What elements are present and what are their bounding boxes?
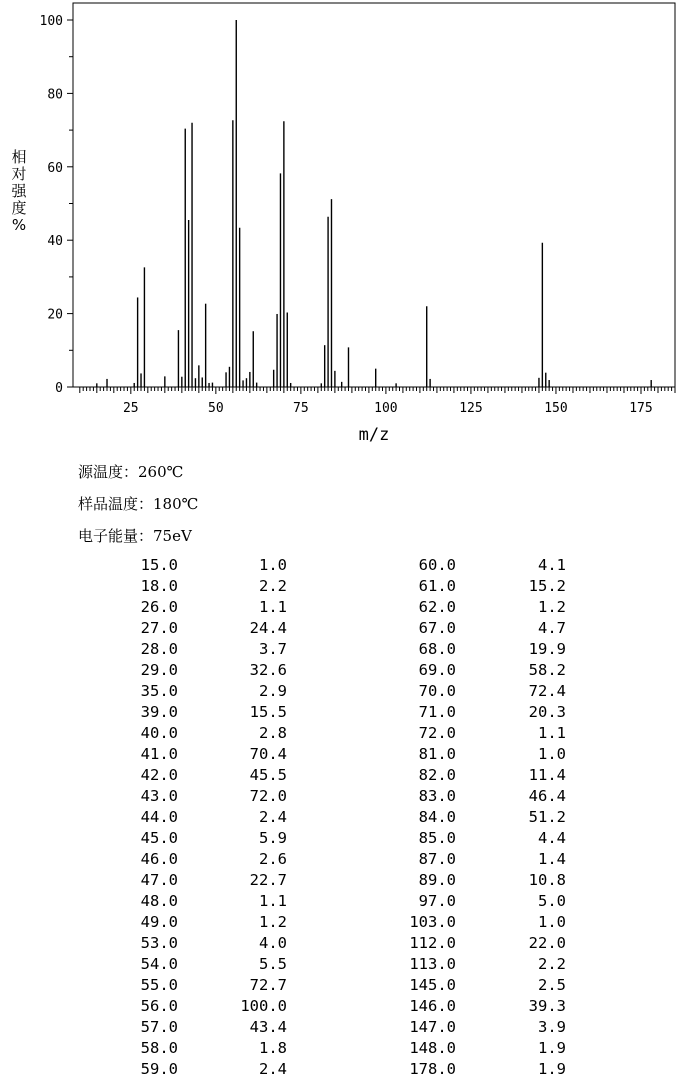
peak-intensity-value: 1.1 — [538, 724, 566, 742]
table-row — [0, 723, 680, 744]
peak-mz-value: 48.0 — [140, 892, 178, 910]
peak-intensity-value: 1.4 — [538, 850, 566, 868]
peak-intensity-value: 2.8 — [259, 724, 287, 742]
peak-mz-value: 55.0 — [140, 976, 178, 994]
peak-intensity-value: 43.4 — [249, 1018, 287, 1036]
y-tick-label: 80 — [47, 87, 63, 103]
peak-intensity-value: 15.5 — [249, 703, 287, 721]
peak-mz-value: 103.0 — [409, 913, 456, 931]
peak-intensity-value: 24.4 — [249, 619, 287, 637]
peak-mz-value: 57.0 — [140, 1018, 178, 1036]
peak-mz-value: 62.0 — [418, 598, 456, 616]
peak-mz-value: 39.0 — [140, 703, 178, 721]
peak-intensity-value: 51.2 — [528, 808, 566, 826]
peak-mz-value: 49.0 — [140, 913, 178, 931]
mass-spectrum-chart — [0, 0, 680, 450]
peak-mz-value: 70.0 — [418, 682, 456, 700]
peak-mz-value: 148.0 — [409, 1039, 456, 1057]
peak-intensity-value: 72.7 — [249, 976, 287, 994]
peak-intensity-value: 1.0 — [538, 913, 566, 931]
peak-intensity-value: 22.0 — [528, 934, 566, 952]
peak-mz-value: 112.0 — [409, 934, 456, 952]
peak-mz-value: 40.0 — [140, 724, 178, 742]
peak-mz-value: 27.0 — [140, 619, 178, 637]
peak-intensity-value: 2.6 — [259, 850, 287, 868]
peak-mz-value: 43.0 — [140, 787, 178, 805]
y-tick-label: 100 — [39, 14, 63, 29]
table-row — [0, 891, 680, 912]
peak-mz-value: 89.0 — [418, 871, 456, 889]
peak-mz-value: 68.0 — [418, 640, 456, 658]
table-row — [0, 618, 680, 639]
peak-mz-value: 61.0 — [418, 577, 456, 595]
peak-mz-value: 145.0 — [409, 976, 456, 994]
x-tick-label: 175 — [629, 401, 653, 416]
peak-intensity-value: 15.2 — [528, 577, 566, 595]
table-row — [0, 912, 680, 933]
peak-mz-value: 58.0 — [140, 1039, 178, 1057]
table-row — [0, 933, 680, 954]
peak-table-right — [0, 555, 680, 1080]
y-axis — [40, 14, 73, 396]
peak-bars — [97, 20, 651, 387]
peak-mz-value: 83.0 — [418, 787, 456, 805]
x-tick-label: 150 — [544, 401, 568, 416]
peak-intensity-value: 1.2 — [538, 598, 566, 616]
sample-temperature: 样品温度：180℃ — [78, 495, 199, 513]
peak-intensity-value: 72.4 — [528, 682, 566, 700]
x-axis — [80, 387, 675, 416]
peak-mz-value: 15.0 — [140, 556, 178, 574]
x-tick-label: 50 — [208, 401, 224, 416]
peak-intensity-value: 3.7 — [259, 640, 287, 658]
peak-mz-value: 113.0 — [409, 955, 456, 973]
table-row — [0, 660, 680, 681]
peak-intensity-value: 100.0 — [240, 997, 287, 1015]
table-row — [0, 1038, 680, 1059]
table-row — [0, 870, 680, 891]
peak-intensity-value: 4.7 — [538, 619, 566, 637]
x-tick-label: 75 — [293, 401, 309, 416]
peak-intensity-value: 2.4 — [259, 1060, 287, 1078]
y-tick-label: 60 — [47, 160, 63, 176]
peak-mz-value: 71.0 — [418, 703, 456, 721]
peak-mz-value: 41.0 — [140, 745, 178, 763]
table-row — [0, 954, 680, 975]
y-axis-label — [11, 148, 27, 234]
peak-intensity-value: 1.1 — [259, 892, 287, 910]
peak-intensity-value: 70.4 — [249, 745, 287, 763]
peak-intensity-value: 2.2 — [538, 955, 566, 973]
source-temperature: 源温度：260℃ — [78, 463, 184, 481]
peak-intensity-value: 5.5 — [259, 955, 287, 973]
table-row — [0, 555, 680, 576]
peak-intensity-value: 2.9 — [259, 682, 287, 700]
peak-mz-value: 59.0 — [140, 1060, 178, 1078]
peak-mz-value: 97.0 — [418, 892, 456, 910]
peak-intensity-value: 2.5 — [538, 976, 566, 994]
peak-intensity-value: 10.8 — [528, 871, 566, 889]
table-row — [0, 681, 680, 702]
x-tick-label: 25 — [122, 401, 139, 416]
y-axis-label-char: 度 — [11, 199, 27, 217]
table-row — [0, 597, 680, 618]
plot-frame — [73, 3, 675, 387]
table-row — [0, 975, 680, 996]
peak-mz-value: 53.0 — [140, 934, 178, 952]
peak-intensity-value: 1.8 — [259, 1039, 287, 1057]
electron-energy: 电子能量：75eV — [78, 527, 192, 545]
peak-intensity-value: 1.9 — [538, 1060, 566, 1078]
peak-mz-value: 42.0 — [140, 766, 178, 784]
peak-intensity-value: 45.5 — [249, 766, 287, 784]
peak-mz-value: 82.0 — [418, 766, 456, 784]
peak-mz-value: 56.0 — [140, 997, 178, 1015]
peak-mz-value: 146.0 — [409, 997, 456, 1015]
peak-mz-value: 178.0 — [409, 1060, 456, 1078]
x-axis-label: m/z — [358, 425, 390, 445]
peak-mz-value: 54.0 — [140, 955, 178, 973]
peak-intensity-value: 3.9 — [538, 1018, 566, 1036]
peak-intensity-value: 46.4 — [528, 787, 566, 805]
peak-mz-value: 28.0 — [140, 640, 178, 658]
peak-mz-value: 18.0 — [140, 577, 178, 595]
peak-mz-value: 87.0 — [418, 850, 456, 868]
peak-mz-value: 47.0 — [140, 871, 178, 889]
table-row — [0, 786, 680, 807]
peak-mz-value: 85.0 — [418, 829, 456, 847]
y-tick-label: 40 — [47, 234, 63, 250]
table-row — [0, 639, 680, 660]
peak-intensity-value: 1.1 — [259, 598, 287, 616]
y-tick-label: 0 — [55, 381, 63, 396]
peak-mz-value: 81.0 — [418, 745, 456, 763]
table-row — [0, 765, 680, 786]
peak-intensity-value: 4.4 — [538, 829, 566, 847]
table-row — [0, 996, 680, 1017]
table-row — [0, 849, 680, 870]
peak-intensity-value: 32.6 — [249, 661, 287, 679]
peak-mz-value: 45.0 — [140, 829, 178, 847]
peak-mz-value: 67.0 — [418, 619, 456, 637]
table-row — [0, 576, 680, 597]
peak-intensity-value: 5.9 — [259, 829, 287, 847]
peak-intensity-value: 1.0 — [538, 745, 566, 763]
peak-intensity-value: 1.0 — [259, 556, 287, 574]
y-axis-label-char: 对 — [11, 165, 27, 183]
peak-intensity-value: 72.0 — [249, 787, 287, 805]
peak-mz-value: 26.0 — [140, 598, 178, 616]
peak-mz-value: 29.0 — [140, 661, 178, 679]
y-axis-label-char: % — [11, 216, 27, 234]
y-axis-label-char: 相 — [11, 148, 27, 166]
x-tick-label: 100 — [374, 401, 398, 416]
y-tick-label: 20 — [47, 307, 63, 323]
conditions-block — [78, 456, 198, 552]
table-row — [0, 744, 680, 765]
peak-intensity-value: 11.4 — [528, 766, 566, 784]
peak-mz-value: 60.0 — [418, 556, 456, 574]
peak-mz-value: 44.0 — [140, 808, 178, 826]
peak-mz-value: 147.0 — [409, 1018, 456, 1036]
peak-mz-value: 69.0 — [418, 661, 456, 679]
peak-intensity-value: 5.0 — [538, 892, 566, 910]
peak-mz-value: 46.0 — [140, 850, 178, 868]
peak-intensity-value: 19.9 — [528, 640, 566, 658]
table-row — [0, 702, 680, 723]
table-row — [0, 1017, 680, 1038]
peak-intensity-value: 22.7 — [249, 871, 287, 889]
peak-intensity-value: 4.1 — [538, 556, 566, 574]
peak-mz-value: 35.0 — [140, 682, 178, 700]
table-row — [0, 828, 680, 849]
peak-intensity-value: 58.2 — [528, 661, 566, 679]
table-row — [0, 807, 680, 828]
y-axis-label-char: 强 — [11, 182, 27, 200]
peak-mz-value: 72.0 — [418, 724, 456, 742]
peak-intensity-value: 1.2 — [259, 913, 287, 931]
peak-mz-value: 84.0 — [418, 808, 456, 826]
peak-intensity-value: 2.4 — [259, 808, 287, 826]
peak-intensity-value: 2.2 — [259, 577, 287, 595]
peak-intensity-value: 4.0 — [259, 934, 287, 952]
peak-intensity-value: 1.9 — [538, 1039, 566, 1057]
x-tick-label: 125 — [459, 401, 483, 416]
peak-intensity-value: 39.3 — [528, 997, 566, 1015]
peak-intensity-value: 20.3 — [528, 703, 566, 721]
